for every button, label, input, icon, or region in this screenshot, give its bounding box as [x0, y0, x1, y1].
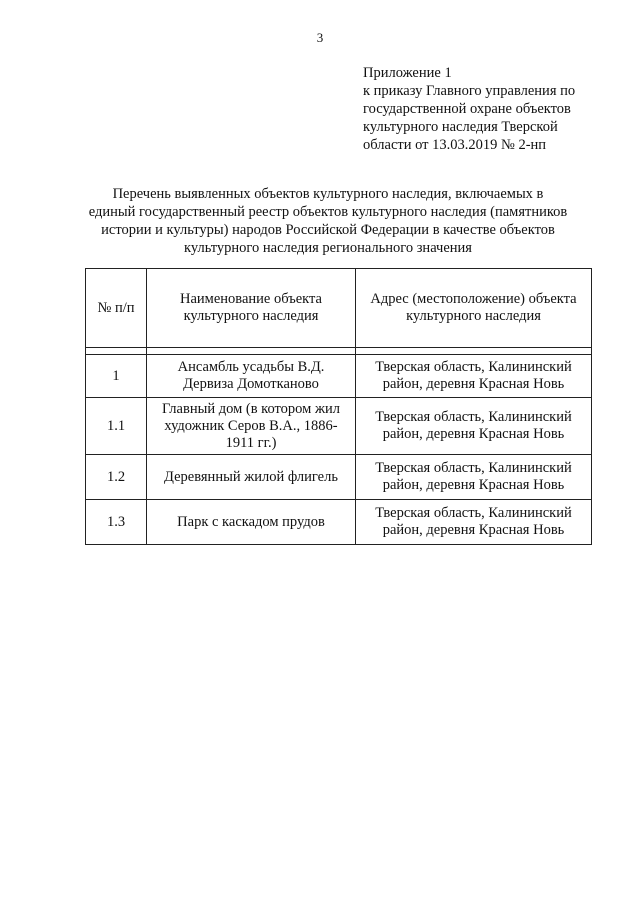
title-line: культурного наследия регионального значения — [184, 240, 472, 256]
table-row — [86, 355, 592, 398]
cell-name: Деревянный жилой флигель — [147, 455, 356, 500]
cell-num: 1.3 — [86, 500, 147, 545]
cell-address: Тверская область, Калининский район, деревня Красная Новь — [356, 355, 592, 398]
table-row — [86, 398, 592, 455]
cell-name: Парк с каскадом прудов — [147, 500, 356, 545]
page-number: 3 — [316, 30, 324, 45]
appendix-line: государственной охране объектов — [363, 101, 571, 117]
cell-name: Ансамбль усадьбы В.Д. Дервиза Домотканово — [147, 355, 356, 398]
appendix-line: культурного наследия Тверской — [363, 119, 558, 135]
appendix-header — [363, 64, 603, 154]
appendix-line: области от 13.03.2019 № 2-нп — [363, 137, 547, 153]
title-line: Перечень выявленных объектов культурного наследия, включаемых в — [112, 186, 544, 202]
header-name: Наименование объекта культурного наследия — [147, 269, 356, 348]
header-num: № п/п — [86, 269, 147, 348]
header-address: Адрес (местоположение) объекта культурного наследия — [356, 269, 592, 348]
cell-num: 1 — [86, 355, 147, 398]
document-title — [78, 185, 578, 257]
table-row — [86, 500, 592, 545]
cell-address: Тверская область, Калининский район, деревня Красная Новь — [356, 455, 592, 500]
cell-num: 1.2 — [86, 455, 147, 500]
cell-address: Тверская область, Калининский район, деревня Красная Новь — [356, 398, 592, 455]
appendix-line: Приложение 1 — [363, 65, 452, 81]
title-line: единый государственный реестр объектов культурного наследия (памятников — [88, 204, 568, 220]
heritage-objects-table — [85, 268, 592, 545]
cell-address: Тверская область, Калининский район, деревня Красная Новь — [356, 500, 592, 545]
table-header-row — [86, 269, 592, 348]
title-line: истории и культуры) народов Российской Федерации в качестве объектов — [101, 222, 555, 238]
cell-num: 1.1 — [86, 398, 147, 455]
table-spacer-row — [86, 348, 592, 355]
cell-name: Главный дом (в котором жил художник Серов В.А., 1886-1911 гг.) — [147, 398, 356, 455]
appendix-line: к приказу Главного управления по — [363, 83, 576, 99]
table-row — [86, 455, 592, 500]
